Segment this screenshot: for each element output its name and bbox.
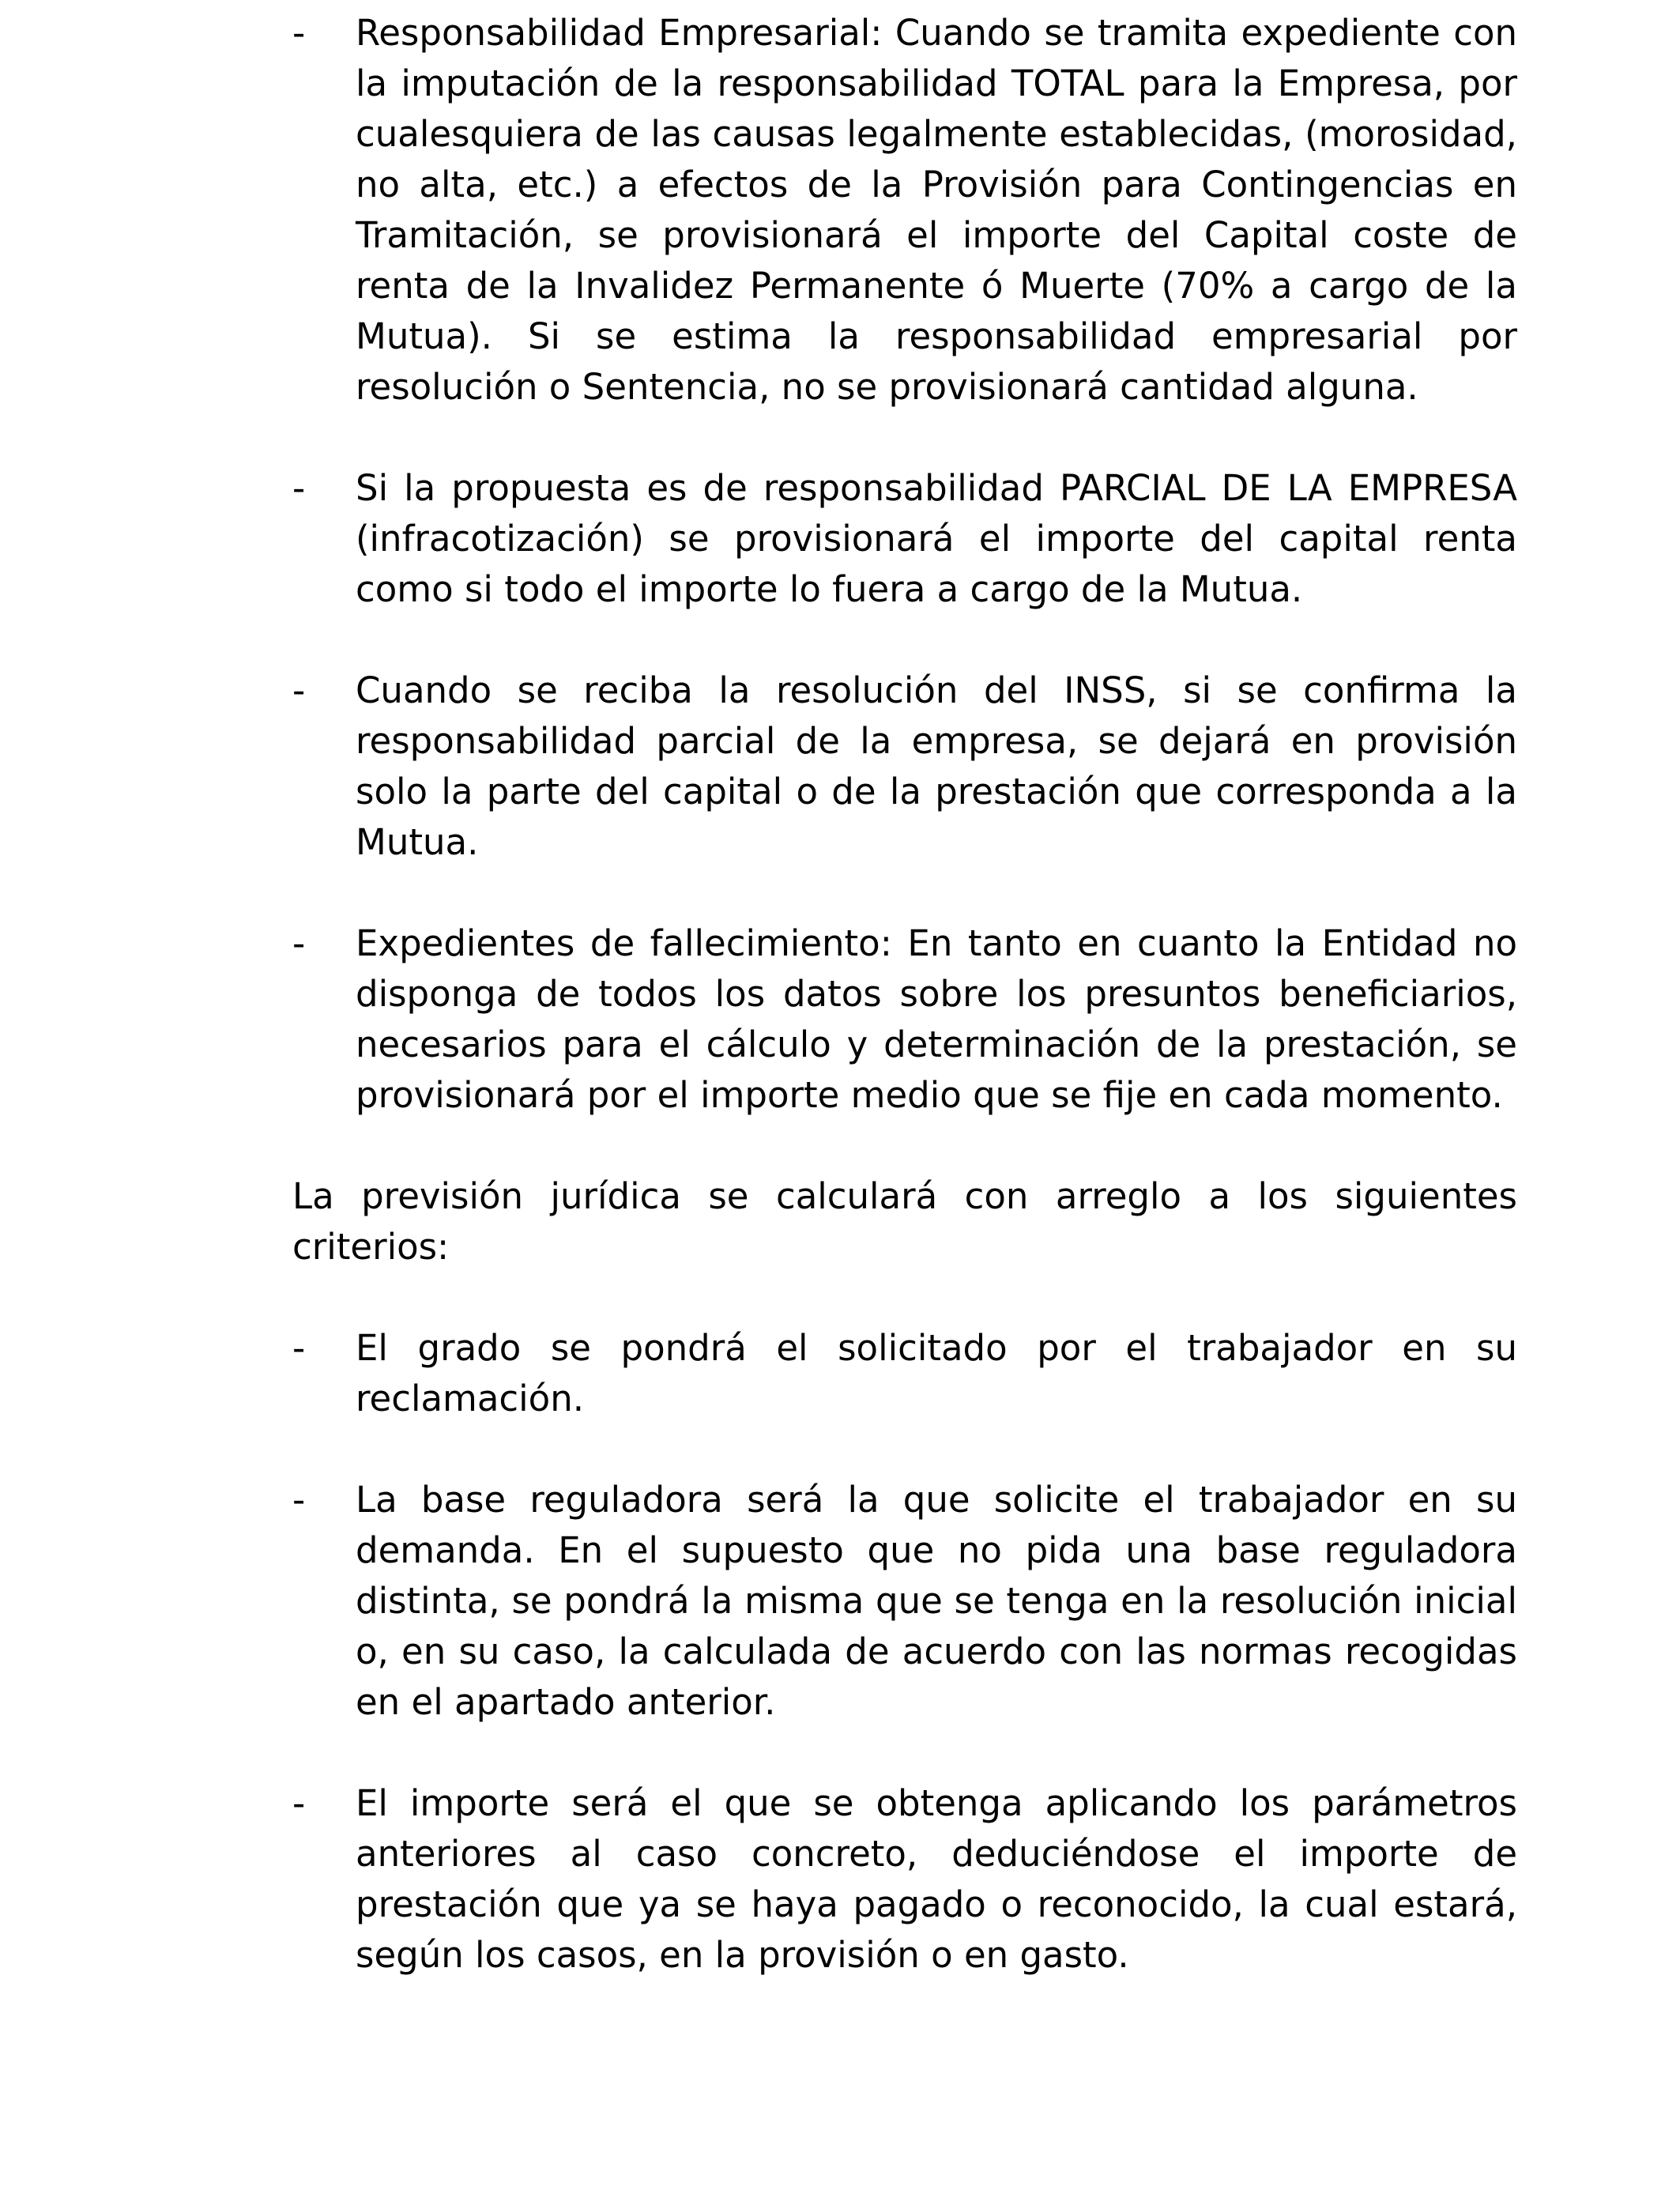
list-item-responsabilidad-parcial bbox=[292, 463, 1517, 615]
list-item-text: Cuando se reciba la resolución del INSS, si se confirma la responsabilidad parcial de la empresa, se dejará en provisión solo la parte del capital o de la prestación que corresponda a la Mutua. bbox=[356, 669, 1517, 863]
list-item-text: El grado se pondrá el solicitado por el trabajador en su reclamación. bbox=[356, 1327, 1517, 1419]
intro-paragraph: La previsión jurídica se calculará con arreglo a los siguientes criterios: bbox=[292, 1175, 1517, 1268]
list-item-responsabilidad-empresarial bbox=[292, 8, 1517, 413]
bullet-dash: - bbox=[292, 467, 306, 509]
list-item-importe bbox=[292, 1778, 1517, 1981]
list-item-resolucion-inss bbox=[292, 665, 1517, 868]
document-body bbox=[292, 8, 1517, 2031]
list-item-text: El importe será el que se obtenga aplicando los parámetros anteriores al caso concreto, deduciéndose el importe de prestación que ya se haya pagado o reconocido, la cual estará, según los casos, en la provisión o en gasto. bbox=[356, 1782, 1517, 1976]
bullet-dash: - bbox=[292, 12, 306, 54]
bullet-dash: - bbox=[292, 1782, 306, 1824]
list-item-text: La base reguladora será la que solicite el trabajador en su demanda. En el supuesto que no pida una base reguladora distinta, se pondrá la misma que se tenga en la resolución inicial o, en su caso, la calculada de acuerdo con las normas recogidas en el apartado anterior. bbox=[356, 1479, 1517, 1723]
bullet-dash: - bbox=[292, 1479, 306, 1521]
list-item-text: Expedientes de fallecimiento: En tanto en cuanto la Entidad no disponga de todos los datos sobre los presuntos beneficiarios, necesarios para el cálculo y determinación de la prestación, se provisionará por el importe medio que se fije en cada momento. bbox=[356, 922, 1517, 1116]
bullet-dash: - bbox=[292, 922, 306, 964]
list-item-base-reguladora bbox=[292, 1475, 1517, 1728]
list-item-text: Si la propuesta es de responsabilidad PARCIAL DE LA EMPRESA (infracotización) se provisionará el importe del capital renta como si todo el importe lo fuera a cargo de la Mutua. bbox=[356, 467, 1517, 610]
list-item-expedientes-fallecimiento bbox=[292, 918, 1517, 1121]
list-item-text: Responsabilidad Empresarial: Cuando se tramita expediente con la imputación de la responsabilidad TOTAL para la Empresa, por cualesquiera de las causas legalmente establecidas, (morosidad, no alta, etc.) a efectos de la Provisión para Contingencias en Tramitación, se provisionará el importe del Capital coste de renta de la Invalidez Permanente ó Muerte (70% a cargo de la Mutua). Si se estima la responsabilidad empresarial por resolución o Sentencia, no se provisionará cantidad alguna. bbox=[356, 12, 1517, 408]
bullet-dash: - bbox=[292, 669, 306, 711]
bullet-dash: - bbox=[292, 1327, 306, 1369]
list-item-grado bbox=[292, 1323, 1517, 1424]
